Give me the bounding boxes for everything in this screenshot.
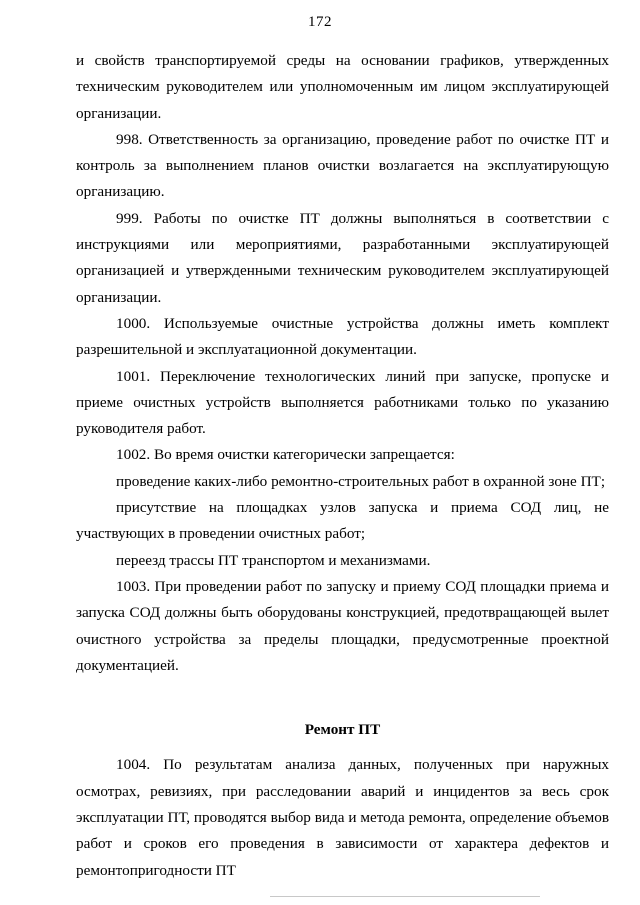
paragraph-998: 998. Ответственность за организацию, проведение работ по очистке ПТ и контроль за выполнением планов очистки возлагается на эксплуатирующую организацию.	[76, 130, 609, 201]
section-heading: Ремонт ПТ	[304, 721, 381, 739]
paragraph-1003: 1003. При проведении работ по запуску и приему СОД площадки приема и запуска СОД должны быть оборудованы конструкцией, предотвращающей вылет очистного устройства за пределы площадки, предусмотренные проектной документацией.	[76, 577, 609, 674]
paragraph-1002-item-c: переезд трассы ПТ транспортом и механизмами.	[116, 551, 431, 569]
paragraph-1000: 1000. Используемые очистные устройства должны иметь комплект разрешительной и эксплуатационной документации.	[76, 314, 609, 359]
page-number: 172	[308, 14, 332, 30]
paragraph-999: 999. Работы по очистке ПТ должны выполняться в соответствии с инструкциями или мероприятиями, разработанными эксплуатирующей организацией и утвержденными техническим руководителем эксплуатирующей организации.	[76, 209, 609, 306]
paragraph-1001: 1001. Переключение технологических линий при запуске, пропуске и приеме очистных устройств выполняется работниками только по указанию руководителя работ.	[76, 367, 609, 438]
paragraph-continuation: и свойств транспортируемой среды на основании графиков, утвержденных техническим руководителем или уполномоченным им лицом эксплуатирующей организации.	[76, 52, 609, 122]
paragraph-1002: 1002. Во время очистки категорически запрещается:	[116, 446, 455, 464]
scan-edge-line	[270, 896, 540, 897]
paragraph-1002-item-a: проведение каких-либо ремонтно-строительных работ в охранной зоне ПТ;	[116, 472, 606, 490]
paragraph-1004: 1004. По результатам анализа данных, полученных при наружных осмотрах, ревизиях, при расследовании аварий и инцидентов за весь срок эксплуатации ПТ, проводятся выбор вида и метода ремонта, определение объемов работ и сроков его проведения в зависимости от характера дефектов и ремонтопригодности ПТ	[76, 756, 609, 879]
document-body	[76, 48, 609, 884]
paragraph-1002-item-b: присутствие на площадках узлов запуска и приема СОД лиц, не участвующих в проведении очистных работ;	[76, 499, 609, 543]
